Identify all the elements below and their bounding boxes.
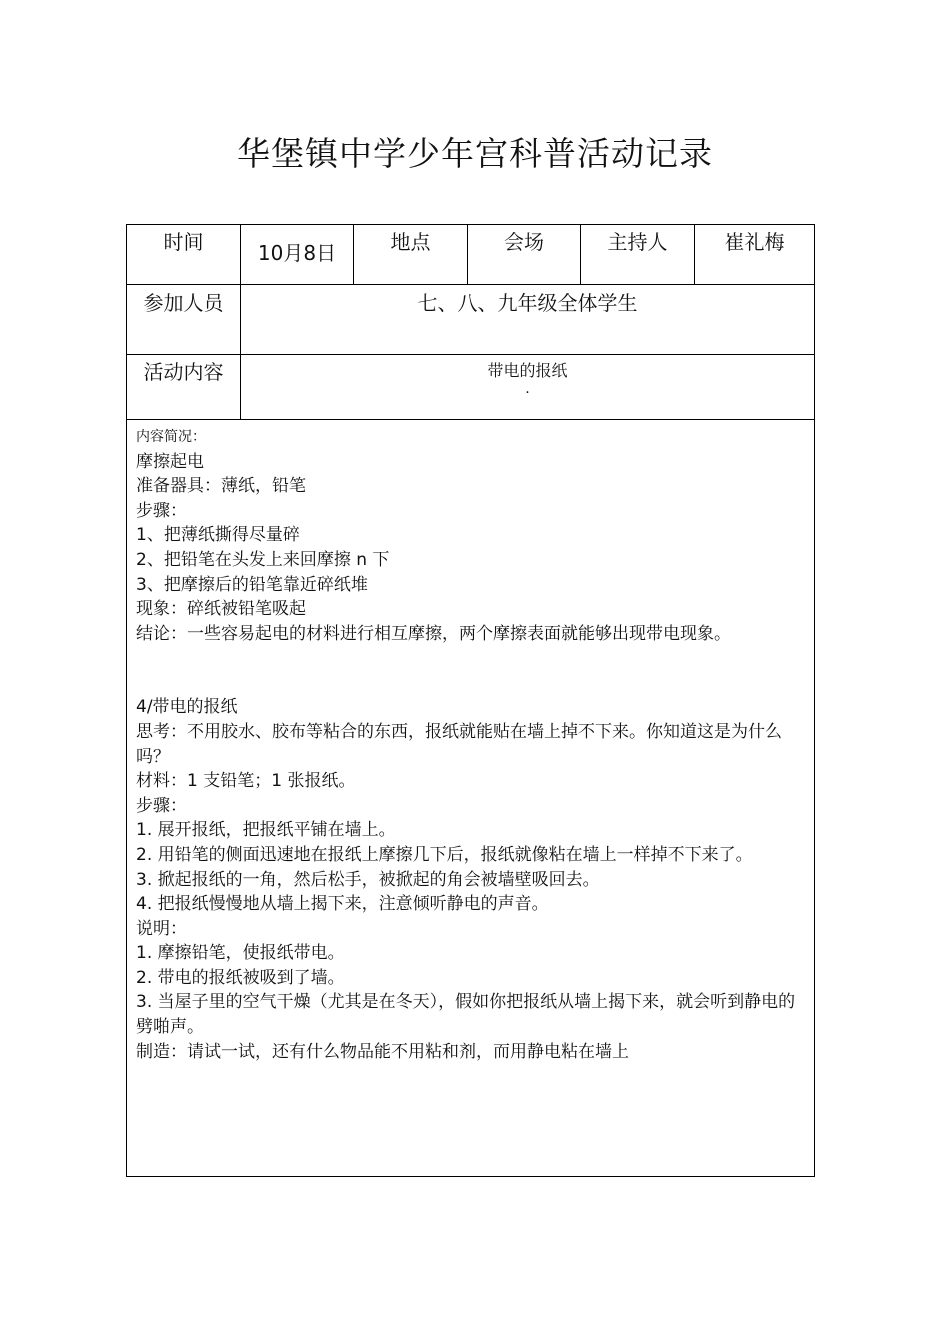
host-label: 主持人	[607, 230, 668, 254]
content-line: 准备器具：薄纸，铅笔	[136, 476, 306, 497]
record-table	[126, 224, 815, 1177]
participants-label: 参加人员	[143, 291, 224, 315]
activity-label: 活动内容	[143, 360, 224, 384]
content-line: 说明：	[136, 918, 187, 939]
place-value: 会场	[504, 230, 544, 254]
content-line: 2、把铅笔在头发上来回摩擦 n 下	[136, 549, 390, 570]
activity-dot: .	[525, 381, 530, 397]
content-summary	[136, 425, 811, 1064]
content-line: 思考：不用胶水、胶布等粘合的东西，报纸就能贴在墙上掉不下来。你知道这是为什么吗？	[136, 721, 782, 767]
row-divider	[127, 354, 814, 355]
content-line: 步骤：	[136, 795, 187, 816]
date-value: 10月8日	[257, 241, 337, 265]
place-label: 地点	[390, 230, 431, 254]
content-line: 4. 把报纸慢慢地从墙上揭下来，注意倾听静电的声音。	[136, 894, 549, 915]
content-line: 2. 带电的报纸被吸到了墙。	[136, 967, 345, 988]
content-line: 现象：碎纸被铅笔吸起	[136, 599, 306, 620]
content-line: 3. 掀起报纸的一角，然后松手，被掀起的角会被墙壁吸回去。	[136, 869, 600, 890]
content-line: 步骤：	[136, 500, 187, 521]
page-title: 华堡镇中学少年宫科普活动记录	[237, 134, 713, 173]
content-line: 1. 摩擦铅笔，使报纸带电。	[136, 943, 345, 964]
activity-value: 带电的报纸	[487, 361, 568, 380]
content-line: 1、把薄纸撕得尽量碎	[136, 525, 300, 546]
content-line: 结论：一些容易起电的材料进行相互摩擦，两个摩擦表面就能够出现带电现象。	[136, 623, 731, 644]
content-line: 3. 当屋子里的空气干燥（尤其是在冬天），假如你把报纸从墙上揭下来，就会听到静电的劈啪声。	[136, 992, 796, 1038]
participants-value: 七、八、九年级全体学生	[417, 291, 638, 315]
host-value: 崔礼梅	[724, 230, 785, 254]
row-divider	[127, 284, 814, 285]
content-line: 制造：请试一试，还有什么物品能不用粘和剂，而用静电粘在墙上	[136, 1041, 629, 1062]
content-heading: 内容简况：	[136, 429, 206, 445]
content-line: 1. 展开报纸，把报纸平铺在墙上。	[136, 820, 396, 841]
time-label: 时间	[163, 230, 204, 254]
content-line: 摩擦起电	[136, 451, 204, 472]
content-line: 材料：1 支铅笔；1 张报纸。	[136, 771, 356, 792]
content-line: 3、把摩擦后的铅笔靠近碎纸堆	[136, 574, 368, 595]
content-line: 4/带电的报纸	[136, 697, 238, 718]
row-divider	[127, 419, 814, 420]
content-line: 2. 用铅笔的侧面迅速地在报纸上摩擦几下后，报纸就像粘在墙上一样掉不下来了。	[136, 844, 753, 865]
